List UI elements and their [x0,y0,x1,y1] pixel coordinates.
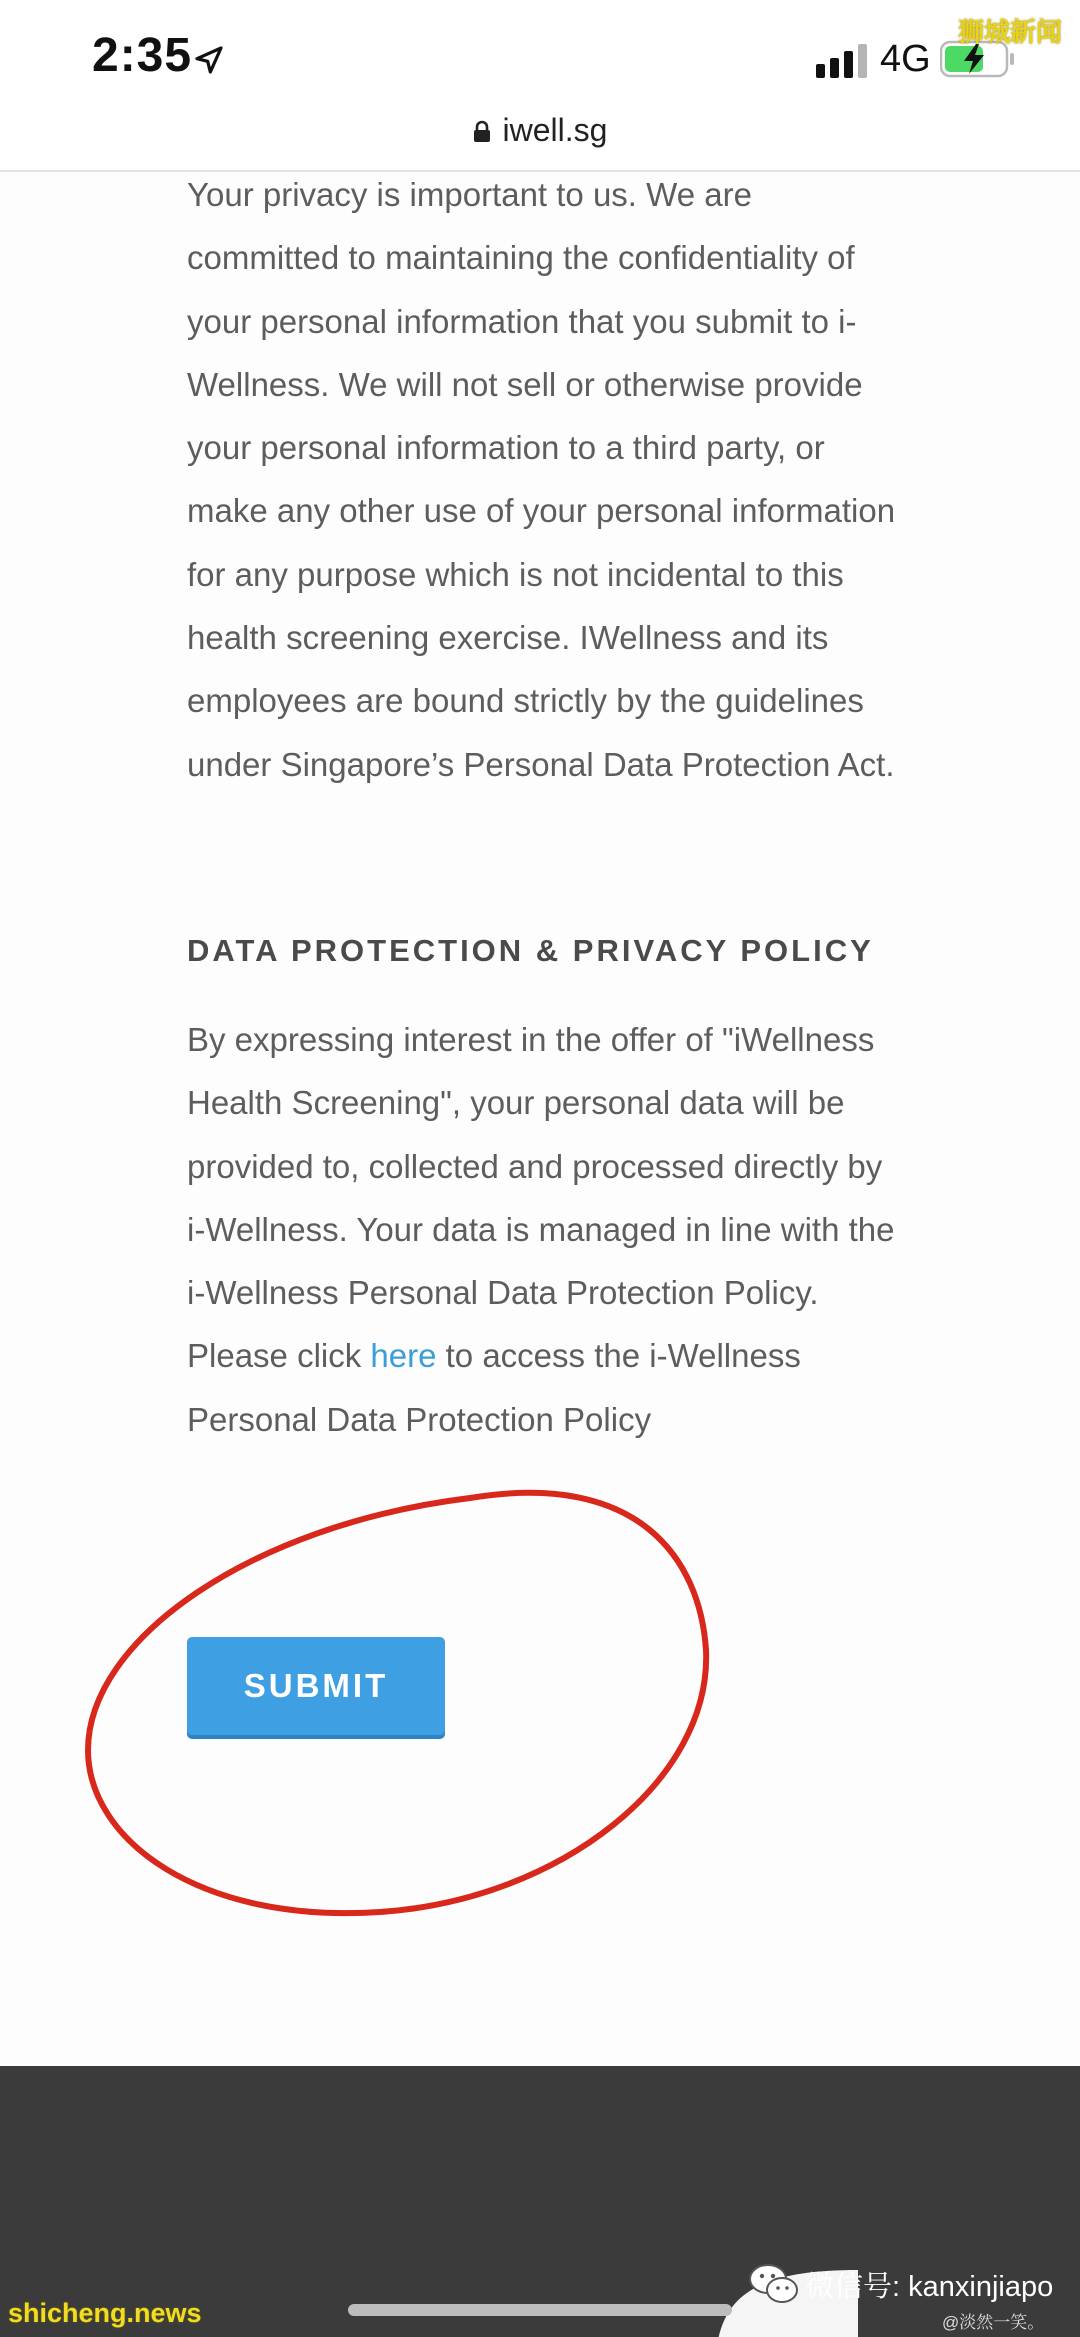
wechat-icon [748,2262,800,2306]
wechat-id-label: 微信号: kanxinjiapo [805,2271,1054,2303]
policy-text-before-link: By expressing interest in the offer of "iWellness Health Screening", your personal data will be provided to, collected and processed directly by i-Wellness. Your data is managed in line with the i-Wellness Personal Data Protection Policy. Please click [187,1021,895,1375]
lock-icon [473,120,491,142]
privacy-section [187,163,907,968]
policy-text-after-link: to access the i-Wellness Personal Data Protection Policy [187,1337,801,1438]
home-indicator[interactable] [348,2304,732,2316]
network-label: 4G [880,38,931,80]
policy-section [187,1008,907,1451]
signal-bars-icon [816,44,868,78]
submit-button[interactable]: SUBMIT [187,1637,445,1735]
weibo-tag: @淡然一笑。 [942,2313,1045,2332]
privacy-paragraph: Your privacy is important to us. We are committed to maintaining the confidentiality of your personal information that you submit to i-Wellness. We will not sell or otherwise provide your personal information to a third party, or make any other use of your personal information for any purpose which is not incidental to this health screening exercise. IWellness and its employees are bound strictly by the guidelines under Singapore’s Personal Data Protection Act. [187,176,896,783]
location-arrow-icon [193,44,225,76]
policy-paragraph [187,1008,907,1451]
url-text: iwell.sg [502,112,608,148]
status-bar [0,0,1080,112]
status-time: 2:35 [92,29,193,82]
url-display[interactable] [473,112,608,149]
watermark-top-right: 狮城新闻 [958,17,1063,47]
watermark-bottom-left: shicheng.news [8,2298,202,2328]
policy-here-link[interactable]: here [370,1337,437,1375]
policy-heading: DATA PROTECTION & PRIVACY POLICY [187,933,874,968]
